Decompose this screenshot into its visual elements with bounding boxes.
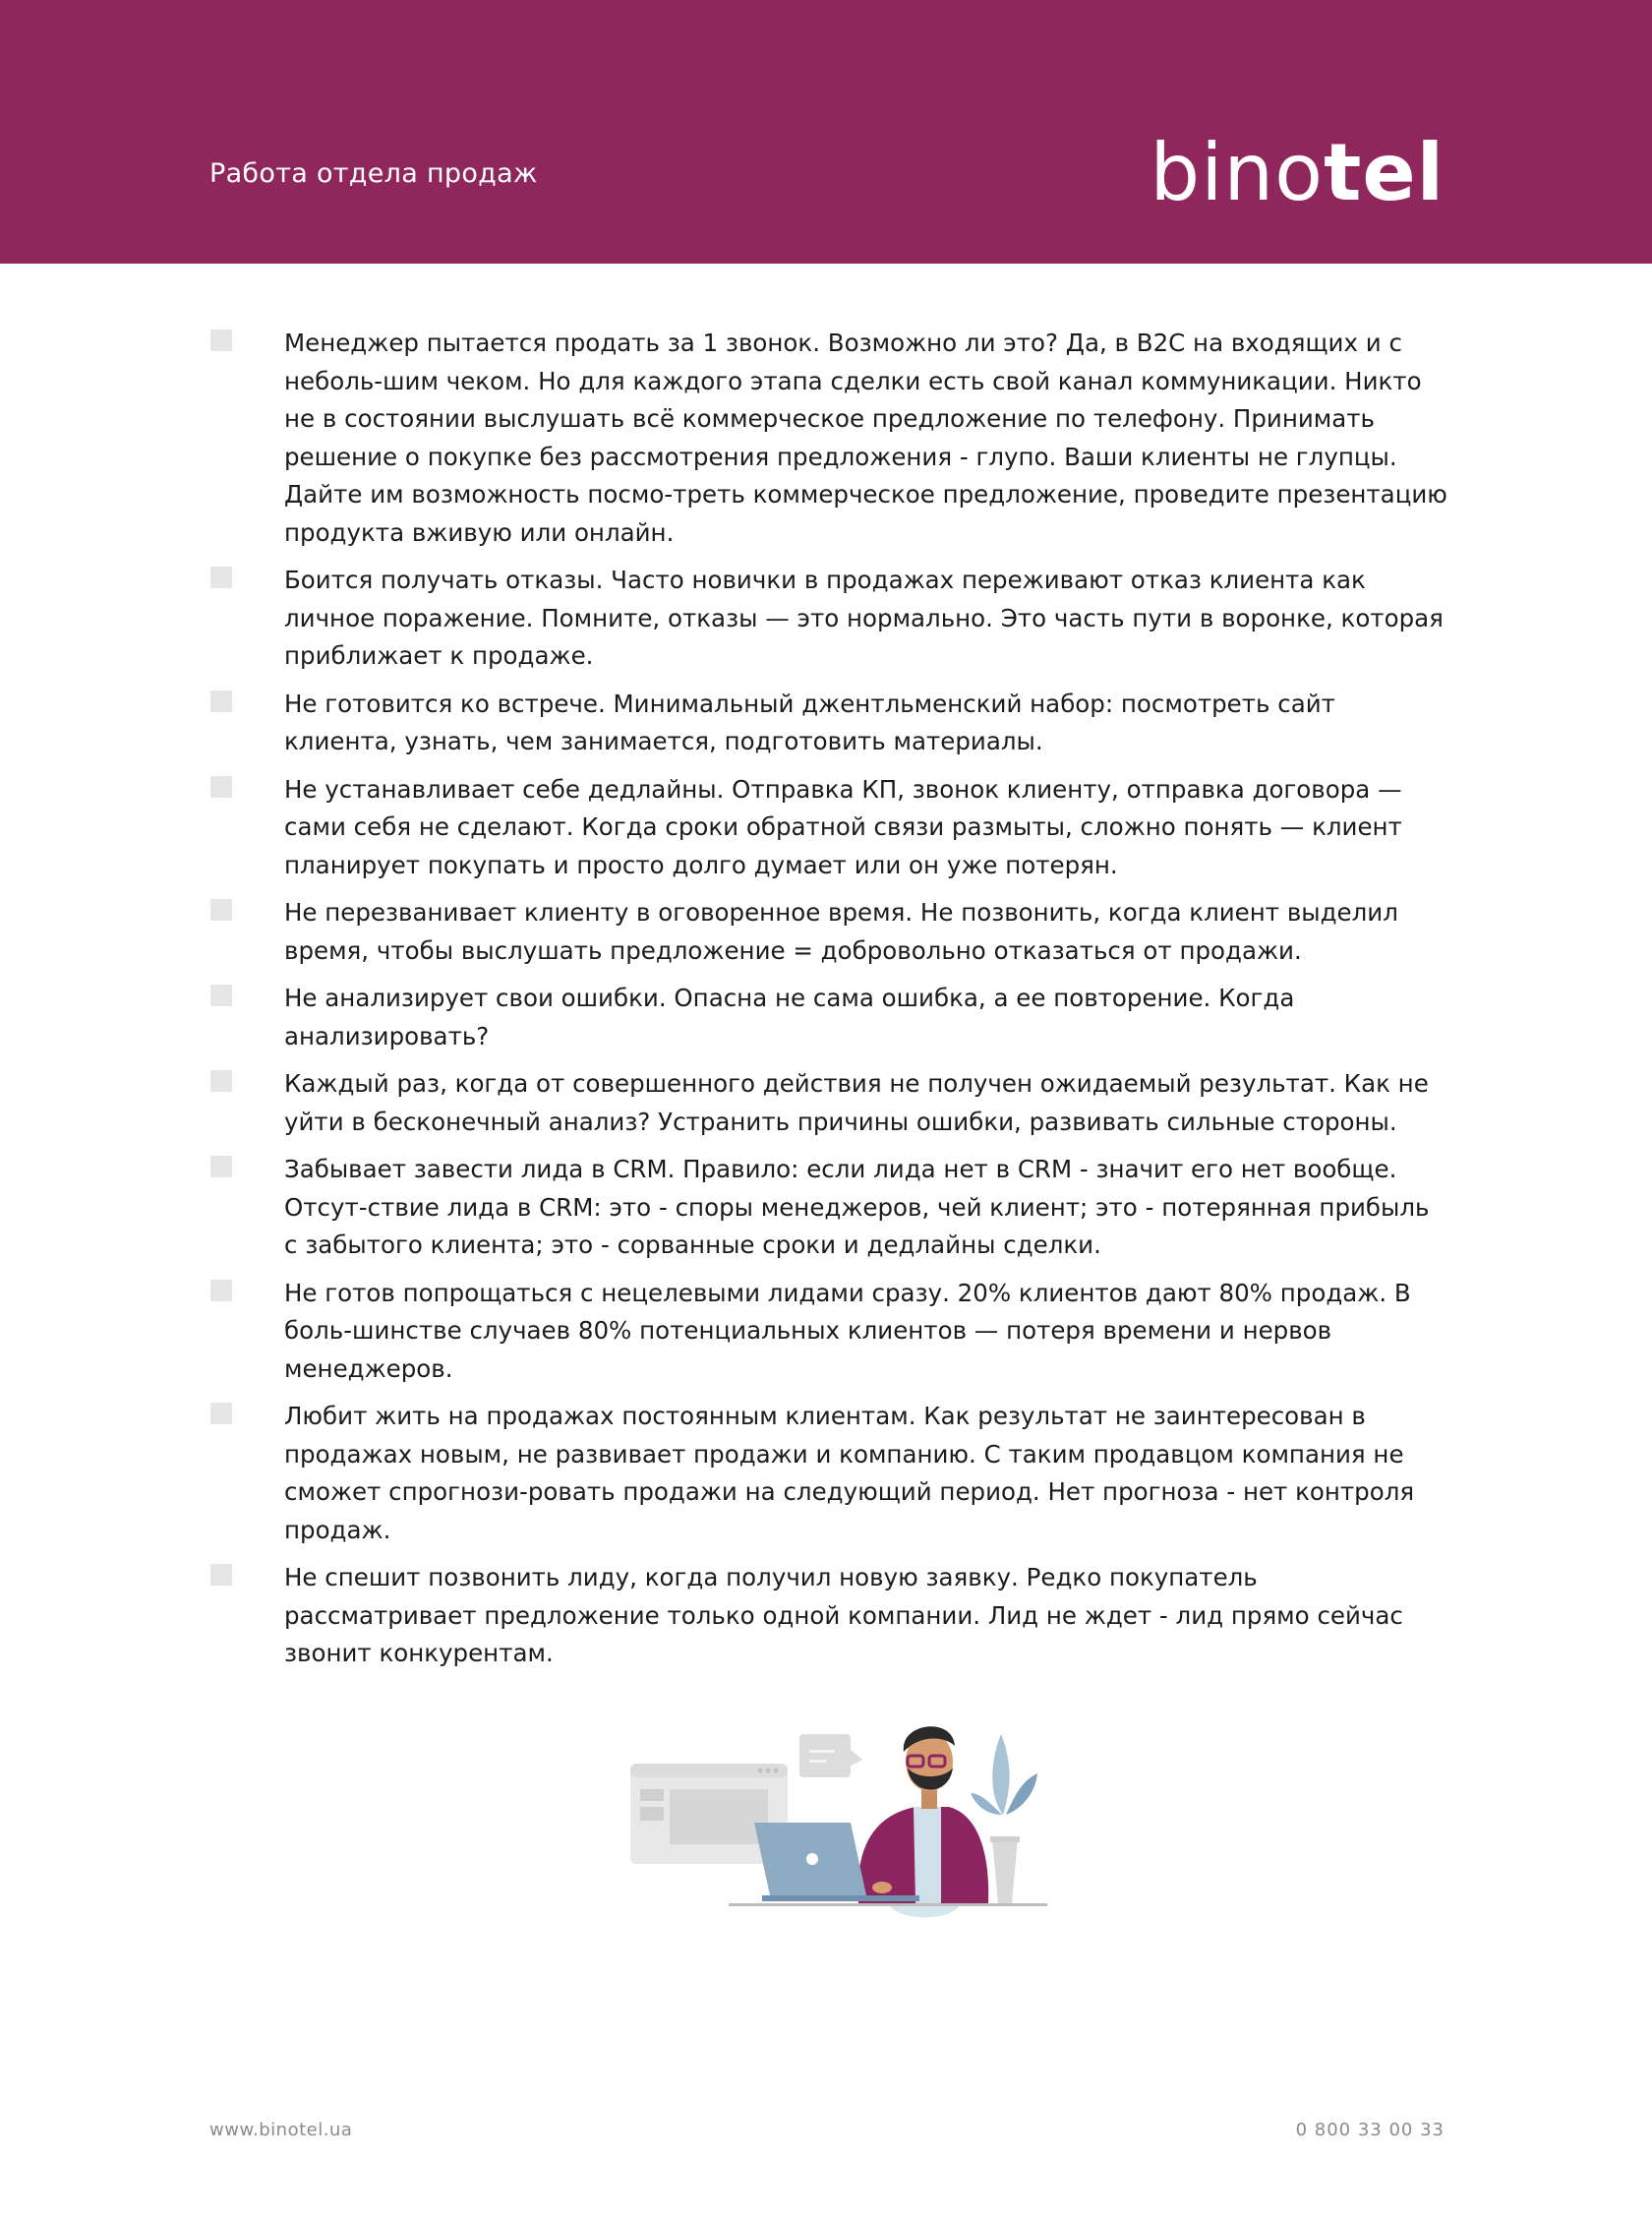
checkbox[interactable]	[210, 567, 232, 588]
checklist-item	[209, 1559, 1448, 1673]
checklist-item-text: Не готов попрощаться с нецелевыми лидами сразу. 20% клиентов дают 80% продаж. В боль-шинстве случаев 80% потенциальных клиентов — потеря времени и нервов менеджеров.	[284, 1278, 1411, 1383]
checkbox[interactable]	[210, 1564, 232, 1586]
checklist-item-text: Не устанавливает себе дедлайны. Отправка КП, звонок клиенту, отправка договора — сами себя не сделают. Когда сроки обратной связи размыты, сложно понять — клиент планирует покупать и просто долго думает или он уже потерян.	[284, 774, 1402, 879]
checklist-item	[209, 1065, 1448, 1141]
checkbox[interactable]	[210, 899, 232, 921]
checklist-item-text: Каждый раз, когда от совершенного действия не получен ожидаемый результат. Как не уйти в бесконечный анализ? Устранить причины ошибки, развивать сильные стороны.	[284, 1069, 1429, 1136]
checklist-item	[209, 562, 1448, 676]
checklist-item	[209, 980, 1448, 1055]
manager-at-laptop-illustration	[624, 1677, 1057, 1918]
page-title: Работа отдела продаж	[209, 158, 538, 189]
checklist-item-text: Не готовится ко встрече. Минимальный джентльменский набор: посмотреть сайт клиента, узнать, чем занимается, подготовить материалы.	[284, 689, 1335, 755]
checklist-item-text: Забывает завести лида в CRM. Правило: если лида нет в CRM - значит его нет вообще. Отсут-ствие лида в CRM: это - споры менеджеров, чей клиент; это - потерянная прибыль с забытого клиента; это - сорванные сроки и дедлайны сделки.	[284, 1155, 1430, 1259]
checklist-item	[209, 1151, 1448, 1265]
checklist-item	[209, 325, 1448, 552]
checkbox[interactable]	[210, 690, 232, 712]
checkbox[interactable]	[210, 1156, 232, 1177]
checklist-item	[209, 1398, 1448, 1549]
checklist-item	[209, 1275, 1448, 1389]
checkbox[interactable]	[210, 1403, 232, 1424]
logo-text-bold: tel	[1324, 127, 1445, 218]
chat-bubble-icon	[799, 1734, 862, 1777]
desk-line	[729, 1903, 1047, 1906]
binotel-logo	[1150, 127, 1445, 218]
checkbox[interactable]	[210, 985, 232, 1006]
checklist-item	[209, 894, 1448, 970]
footer-website-link[interactable]: www.binotel.ua	[209, 2120, 353, 2140]
checklist-item-text: Не спешит позвонить лиду, когда получил новую заявку. Редко покупатель рассматривает предложение только одной компании. Лид не ждет - лид прямо сейчас звонит конкурентам.	[284, 1563, 1403, 1667]
checklist-item	[209, 686, 1448, 761]
checklist-item-text: Не анализирует свои ошибки. Опасна не сама ошибка, а ее повторение. Когда анализировать?	[284, 984, 1295, 1050]
checklist-item-text: Любит жить на продажах постоянным клиентам. Как результат не заинтересован в продажах новым, не развивает продажи и компанию. С таким продавцом компания не сможет спрогнози-ровать продажи на следующий период. Нет прогноза - нет контроля продаж.	[284, 1402, 1415, 1544]
checklist-item-text: Менеджер пытается продать за 1 звонок. Возможно ли это? Да, в B2C на входящих и с неболь-шим чеком. Но для каждого этапа сделки есть свой канал коммуникации. Никто не в состоянии выслушать всё коммерческое предложение по телефону. Принимать решение о покупке без рассмотрения предложения - глупо. Ваши клиенты не глупцы. Дайте им возможность посмо-треть коммерческое предложение, проведите презентацию продукта вживую или онлайн.	[284, 329, 1447, 547]
footer-phone[interactable]: 0 800 33 00 33	[1295, 2120, 1445, 2140]
checkbox[interactable]	[210, 776, 232, 798]
checkbox[interactable]	[210, 330, 232, 351]
page-header	[0, 0, 1652, 264]
checkbox[interactable]	[210, 1280, 232, 1301]
logo-text-light: bino	[1150, 127, 1325, 218]
chair-hint	[890, 1906, 959, 1917]
checklist-item	[209, 771, 1448, 885]
checklist	[209, 325, 1448, 1683]
person-figure	[858, 1726, 989, 1903]
checklist-item-text: Не перезванивает клиенту в оговоренное время. Не позвонить, когда клиент выделил время, чтобы выслушать предложение = добровольно отказаться от продажи.	[284, 898, 1398, 965]
checkbox[interactable]	[210, 1070, 232, 1092]
checklist-item-text: Боится получать отказы. Часто новички в продажах переживают отказ клиента как личное поражение. Помните, отказы — это нормально. Это часть пути в воронке, которая приближает к продаже.	[284, 566, 1444, 670]
